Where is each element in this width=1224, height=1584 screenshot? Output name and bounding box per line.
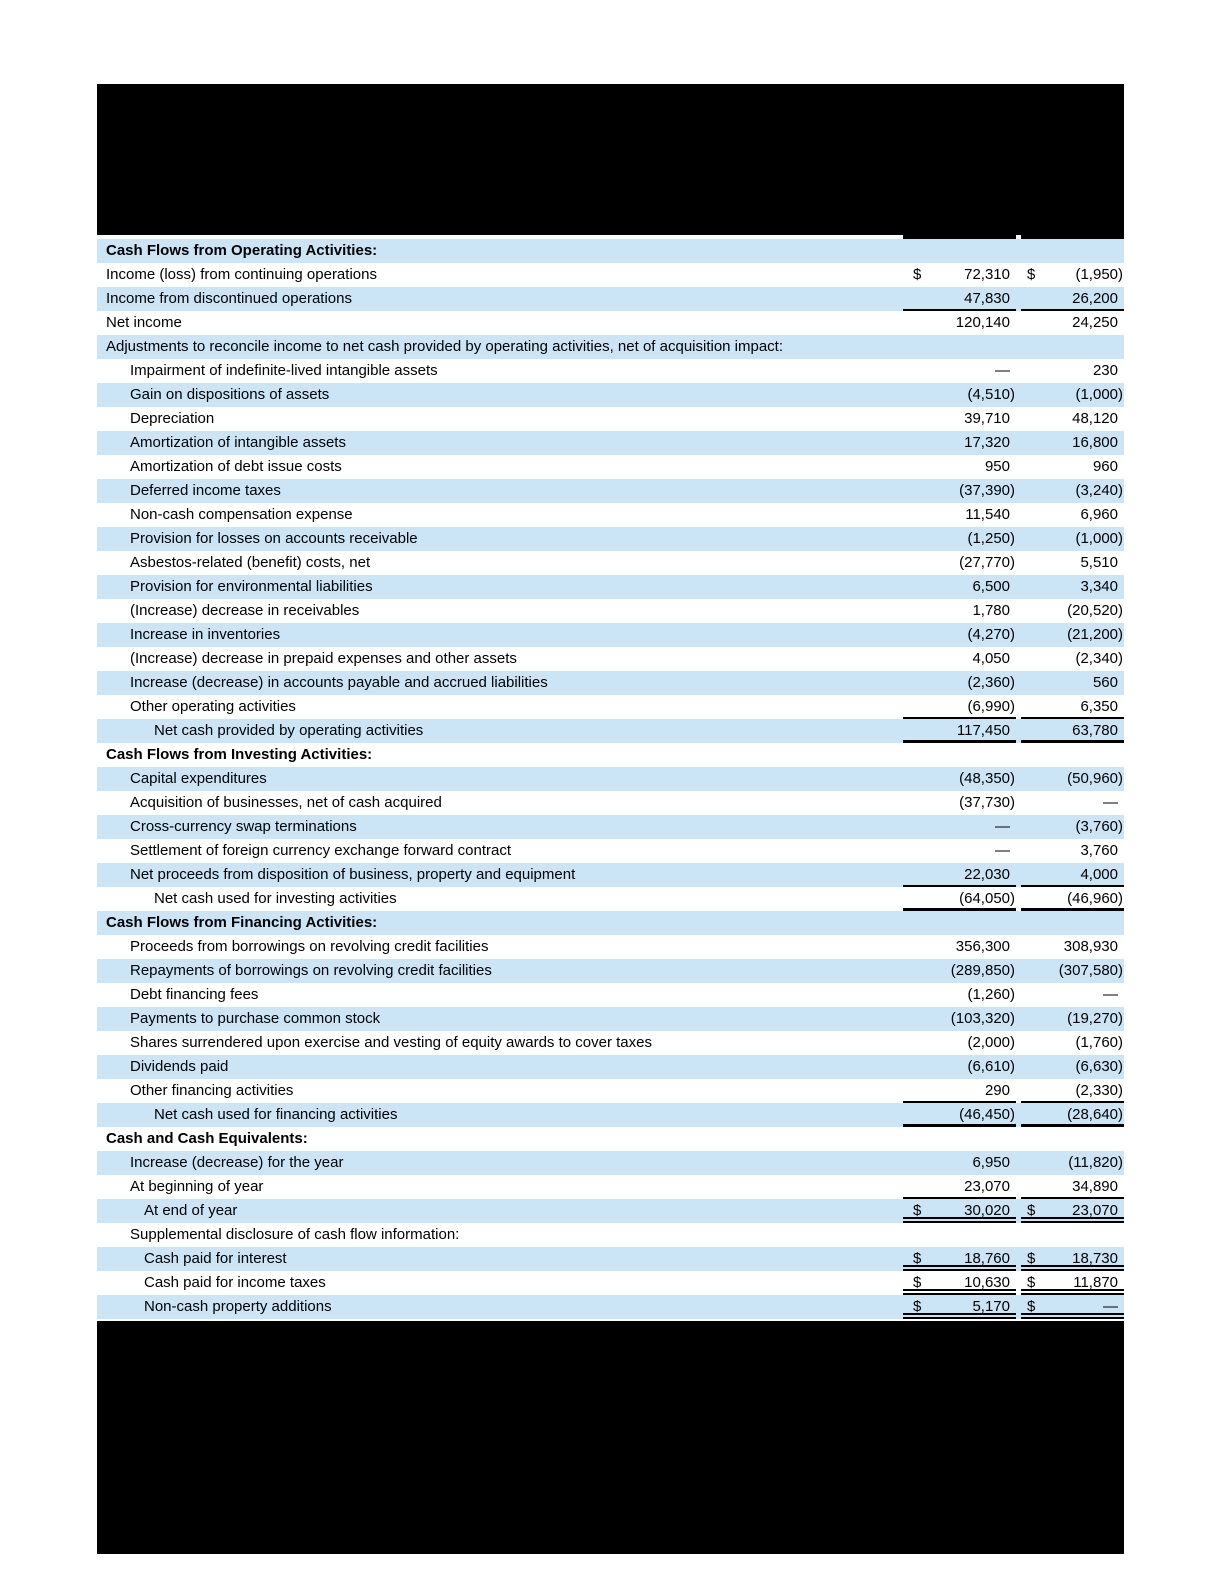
table-row [97, 335, 1124, 359]
cell-value: 6,950 [972, 1154, 1010, 1171]
row-label: Net cash provided by operating activities [154, 722, 424, 739]
table-row [97, 527, 1124, 551]
value-cell-c2 [1021, 1127, 1124, 1151]
table-row [97, 263, 1124, 287]
row-label: Net cash used for investing activities [154, 890, 397, 907]
cell-value: (4,510) [967, 386, 1015, 403]
value-cell-c2 [1021, 479, 1124, 503]
value-cell-c1 [903, 431, 1016, 455]
row-label: At beginning of year [130, 1178, 264, 1195]
value-cell-c2 [1021, 1031, 1124, 1055]
cell-value: (11,820) [1068, 1154, 1123, 1171]
table-row [97, 1127, 1124, 1151]
value-cell-c2 [1021, 359, 1124, 383]
table-row [97, 1151, 1124, 1175]
cell-value: (1,000) [1075, 386, 1123, 403]
cell-value: (1,950) [1075, 266, 1123, 283]
row-label: Provision for environmental liabilities [130, 578, 373, 595]
value-cell-c2 [1021, 671, 1124, 695]
row-label: Amortization of debt issue costs [130, 458, 342, 475]
dollar-sign: $ [913, 1202, 922, 1219]
dollar-sign: $ [913, 266, 922, 283]
cell-value: 72,310 [964, 266, 1010, 283]
table-row [97, 599, 1124, 623]
value-cell-c2 [1021, 887, 1124, 911]
value-cell-c1 [903, 1031, 1016, 1055]
cell-value: 39,710 [964, 410, 1010, 427]
value-cell-c1 [903, 287, 1016, 311]
cell-value: 6,350 [1080, 698, 1118, 715]
row-label: Proceeds from borrowings on revolving credit facilities [130, 938, 489, 955]
value-cell-c1 [903, 911, 1016, 935]
value-cell-c1 [903, 527, 1016, 551]
value-cell-c2 [1021, 383, 1124, 407]
value-cell-c1 [903, 575, 1016, 599]
value-cell-c1 [903, 1247, 1016, 1271]
row-label: Non-cash property additions [144, 1298, 332, 1315]
table-row [97, 239, 1124, 263]
cell-value: 290 [984, 1082, 1010, 1099]
value-cell-c2 [1021, 1151, 1124, 1175]
value-cell-c1 [903, 743, 1016, 767]
value-cell-c1 [903, 695, 1016, 719]
value-cell-c2 [1021, 791, 1124, 815]
table-row [97, 551, 1124, 575]
table-row [97, 1055, 1124, 1079]
cell-value: (37,730) [959, 794, 1015, 811]
value-cell-c1 [903, 503, 1016, 527]
table-row [97, 743, 1124, 767]
value-cell-c1 [903, 1151, 1016, 1175]
dollar-sign: $ [913, 1274, 922, 1291]
value-cell-c1 [903, 623, 1016, 647]
value-cell-c2 [1021, 335, 1124, 359]
cell-value: 48,120 [1072, 410, 1118, 427]
row-label: Cross-currency swap terminations [130, 818, 357, 835]
row-label: Other operating activities [130, 698, 296, 715]
value-cell-c2 [1021, 695, 1124, 719]
value-cell-c2 [1021, 743, 1124, 767]
table-row [97, 887, 1124, 911]
cell-value: 11,870 [1073, 1274, 1118, 1291]
cell-value: 17,320 [964, 434, 1010, 451]
value-cell-c1 [903, 263, 1016, 287]
cell-value: (6,990) [967, 698, 1015, 715]
table-row [97, 623, 1124, 647]
table-row [97, 815, 1124, 839]
value-cell-c1 [903, 767, 1016, 791]
table-row [97, 959, 1124, 983]
value-cell-c1 [903, 455, 1016, 479]
cell-value: (19,270) [1067, 1010, 1123, 1027]
value-cell-c2 [1021, 407, 1124, 431]
row-label: Net cash used for financing activities [154, 1106, 398, 1123]
cell-value: 6,960 [1080, 506, 1118, 523]
value-cell-c2 [1021, 815, 1124, 839]
cell-value: (46,450) [959, 1106, 1015, 1123]
row-label: (Increase) decrease in prepaid expenses and other assets [130, 650, 517, 667]
table-row [97, 1031, 1124, 1055]
value-cell-c1 [903, 839, 1016, 863]
value-cell-c2 [1021, 623, 1124, 647]
value-cell-c1 [903, 935, 1016, 959]
value-cell-c2 [1021, 983, 1124, 1007]
table-row [97, 1175, 1124, 1199]
value-cell-c2 [1021, 311, 1124, 335]
cell-value: 47,830 [964, 290, 1010, 307]
table-row [97, 839, 1124, 863]
value-cell-c2 [1021, 455, 1124, 479]
table-row [97, 1247, 1124, 1271]
cell-value: 23,070 [964, 1178, 1010, 1195]
cell-value: (48,350) [959, 770, 1015, 787]
table-row [97, 383, 1124, 407]
value-cell-c2 [1021, 1199, 1124, 1223]
row-label: Non-cash compensation expense [130, 506, 353, 523]
value-cell-c1 [903, 719, 1016, 743]
table-row [97, 1103, 1124, 1127]
row-label: Cash paid for interest [144, 1250, 287, 1267]
cell-value: 950 [984, 458, 1010, 475]
row-label: Repayments of borrowings on revolving credit facilities [130, 962, 492, 979]
value-cell-c2 [1021, 1223, 1124, 1247]
cell-value: — [1103, 1298, 1118, 1315]
value-cell-c2 [1021, 1247, 1124, 1271]
cell-value: 34,890 [1072, 1178, 1118, 1195]
value-cell-c2 [1021, 959, 1124, 983]
value-cell-c2 [1021, 1295, 1124, 1319]
value-cell-c2 [1021, 1271, 1124, 1295]
cell-value: 4,050 [972, 650, 1010, 667]
table-row [97, 983, 1124, 1007]
row-label: Gain on dispositions of assets [130, 386, 330, 403]
section-header: Cash Flows from Operating Activities: [106, 242, 378, 259]
cell-value: 18,730 [1072, 1250, 1118, 1267]
redaction-block-bottom [97, 1321, 1124, 1554]
cell-value: (50,960) [1067, 770, 1123, 787]
value-cell-c2 [1021, 1079, 1124, 1103]
cell-value: 308,930 [1063, 938, 1118, 955]
row-label: Payments to purchase common stock [130, 1010, 381, 1027]
cell-value: 5,510 [1080, 554, 1118, 571]
cell-value: 4,000 [1080, 866, 1118, 883]
value-cell-c2 [1021, 863, 1124, 887]
cell-value: (6,630) [1075, 1058, 1123, 1075]
row-label: Net proceeds from disposition of business, property and equipment [130, 866, 576, 883]
dollar-sign: $ [1027, 1298, 1036, 1315]
value-cell-c2 [1021, 767, 1124, 791]
table-row [97, 1295, 1124, 1319]
cell-value: (21,200) [1067, 626, 1123, 643]
cell-value: (2,360) [967, 674, 1015, 691]
value-cell-c1 [903, 359, 1016, 383]
table-row [97, 1007, 1124, 1031]
value-cell-c2 [1021, 239, 1124, 263]
row-label: Impairment of indefinite-lived intangible assets [130, 362, 438, 379]
row-label: Income (loss) from continuing operations [106, 266, 377, 283]
dollar-sign: $ [913, 1250, 922, 1267]
section-header: Cash Flows from Financing Activities: [106, 914, 378, 931]
dollar-sign: $ [1027, 1202, 1036, 1219]
value-cell-c1 [903, 1175, 1016, 1199]
cell-value: (20,520) [1067, 602, 1123, 619]
cell-value: (1,260) [967, 986, 1015, 1003]
cell-value: (4,270) [967, 626, 1015, 643]
row-label: Other financing activities [130, 1082, 294, 1099]
cell-value: 16,800 [1072, 434, 1118, 451]
cell-value: 30,020 [964, 1202, 1010, 1219]
cell-value: 10,630 [964, 1274, 1010, 1291]
cell-value: 26,200 [1072, 290, 1118, 307]
row-label: Cash paid for income taxes [144, 1274, 326, 1291]
row-label: Acquisition of businesses, net of cash acquired [130, 794, 442, 811]
table-row [97, 647, 1124, 671]
value-cell-c1 [903, 887, 1016, 911]
row-label: (Increase) decrease in receivables [130, 602, 360, 619]
table-row [97, 911, 1124, 935]
table-row [97, 503, 1124, 527]
row-label: Increase (decrease) for the year [130, 1154, 344, 1171]
value-cell-c1 [903, 791, 1016, 815]
table-row [97, 791, 1124, 815]
value-cell-c2 [1021, 287, 1124, 311]
value-cell-c2 [1021, 647, 1124, 671]
value-cell-c2 [1021, 1103, 1124, 1127]
value-cell-c1 [903, 1271, 1016, 1295]
dollar-sign: $ [1027, 1274, 1036, 1291]
cell-value: (3,240) [1075, 482, 1123, 499]
value-cell-c1 [903, 815, 1016, 839]
value-cell-c2 [1021, 719, 1124, 743]
value-cell-c2 [1021, 599, 1124, 623]
redaction-block-top [97, 84, 1124, 235]
cell-value: 560 [1092, 674, 1118, 691]
cell-value: (103,320) [950, 1010, 1015, 1027]
value-cell-c1 [903, 1055, 1016, 1079]
table-row [97, 671, 1124, 695]
cell-value: 24,250 [1072, 314, 1118, 331]
value-cell-c2 [1021, 527, 1124, 551]
cell-value: 1,780 [972, 602, 1010, 619]
row-label: Asbestos-related (benefit) costs, net [130, 554, 371, 571]
value-cell-c2 [1021, 503, 1124, 527]
cell-value: — [995, 842, 1010, 859]
table-row [97, 287, 1124, 311]
value-cell-c2 [1021, 575, 1124, 599]
value-cell-c1 [903, 1103, 1016, 1127]
table-row [97, 1199, 1124, 1223]
row-label: Dividends paid [130, 1058, 229, 1075]
row-label: Net income [106, 314, 182, 331]
cell-value: (307,580) [1058, 962, 1123, 979]
value-cell-c1 [903, 983, 1016, 1007]
section-header: Cash and Cash Equivalents: [106, 1130, 308, 1147]
row-label: Depreciation [130, 410, 215, 427]
cell-value: (6,610) [967, 1058, 1015, 1075]
value-cell-c1 [903, 239, 1016, 263]
cell-value: (1,000) [1075, 530, 1123, 547]
value-cell-c2 [1021, 1007, 1124, 1031]
cell-value: (1,760) [1075, 1034, 1123, 1051]
row-label: Supplemental disclosure of cash flow information: [130, 1226, 460, 1243]
table-row [97, 719, 1124, 743]
table-row [97, 575, 1124, 599]
row-label: Settlement of foreign currency exchange forward contract [130, 842, 512, 859]
cell-value: 117,450 [956, 722, 1010, 739]
cell-value: (2,340) [1075, 650, 1123, 667]
cell-value: (46,960) [1067, 890, 1123, 907]
table-row [97, 455, 1124, 479]
value-cell-c2 [1021, 935, 1124, 959]
row-label: Debt financing fees [130, 986, 259, 1003]
row-label: Adjustments to reconcile income to net cash provided by operating activities, net of acquisition impact: [106, 338, 784, 355]
row-label: Amortization of intangible assets [130, 434, 346, 451]
value-cell-c2 [1021, 1055, 1124, 1079]
cell-value: 3,760 [1080, 842, 1118, 859]
value-cell-c2 [1021, 431, 1124, 455]
value-cell-c1 [903, 647, 1016, 671]
row-label: Increase (decrease) in accounts payable and accrued liabilities [130, 674, 548, 691]
cell-value: 23,070 [1072, 1202, 1118, 1219]
value-cell-c2 [1021, 911, 1124, 935]
cell-value: (2,000) [967, 1034, 1015, 1051]
value-cell-c2 [1021, 551, 1124, 575]
cell-value: — [995, 362, 1010, 379]
table-row [97, 407, 1124, 431]
cell-value: 960 [1092, 458, 1118, 475]
row-label: Income from discontinued operations [106, 290, 352, 307]
cell-value: (37,390) [959, 482, 1015, 499]
cell-value: (64,050) [959, 890, 1015, 907]
table-row [97, 431, 1124, 455]
table-row [97, 479, 1124, 503]
cell-value: 356,300 [955, 938, 1010, 955]
cell-value: 120,140 [955, 314, 1010, 331]
table-row [97, 1271, 1124, 1295]
row-label: Deferred income taxes [130, 482, 281, 499]
table-row [97, 311, 1124, 335]
value-cell-c1 [903, 1223, 1016, 1247]
value-cell-c1 [903, 551, 1016, 575]
value-cell-c1 [903, 407, 1016, 431]
value-cell-c1 [903, 1127, 1016, 1151]
cell-value: 18,760 [964, 1250, 1010, 1267]
cell-value: — [995, 818, 1010, 835]
cash-flow-table [97, 239, 1124, 1319]
cell-value: — [1103, 794, 1118, 811]
value-cell-c1 [903, 383, 1016, 407]
cell-value: 22,030 [964, 866, 1010, 883]
value-cell-c1 [903, 335, 1016, 359]
cell-value: 3,340 [1080, 578, 1118, 595]
cell-value: (3,760) [1075, 818, 1123, 835]
value-cell-c2 [1021, 263, 1124, 287]
cell-value: 63,780 [1072, 722, 1118, 739]
value-cell-c1 [903, 1295, 1016, 1319]
row-label: Shares surrendered upon exercise and vesting of equity awards to cover taxes [130, 1034, 652, 1051]
cell-value: 230 [1092, 362, 1118, 379]
table-row [97, 767, 1124, 791]
table-row [97, 1079, 1124, 1103]
row-label: Capital expenditures [130, 770, 267, 787]
value-cell-c1 [903, 671, 1016, 695]
dollar-sign: $ [913, 1298, 922, 1315]
value-cell-c1 [903, 599, 1016, 623]
cell-value: 6,500 [972, 578, 1010, 595]
dollar-sign: $ [1027, 266, 1036, 283]
cell-value: (1,250) [967, 530, 1015, 547]
value-cell-c1 [903, 1199, 1016, 1223]
table-row [97, 863, 1124, 887]
section-header: Cash Flows from Investing Activities: [106, 746, 373, 763]
table-row [97, 1223, 1124, 1247]
value-cell-c1 [903, 1007, 1016, 1031]
cell-value: (2,330) [1075, 1082, 1123, 1099]
cell-value: 5,170 [972, 1298, 1010, 1315]
value-cell-c1 [903, 1079, 1016, 1103]
row-label: Provision for losses on accounts receivable [130, 530, 418, 547]
value-cell-c1 [903, 959, 1016, 983]
value-cell-c1 [903, 479, 1016, 503]
table-row [97, 695, 1124, 719]
cell-value: 11,540 [965, 506, 1010, 523]
table-row [97, 935, 1124, 959]
row-label: At end of year [144, 1202, 238, 1219]
cell-value: (27,770) [959, 554, 1015, 571]
cell-value: (289,850) [950, 962, 1015, 979]
table-row [97, 359, 1124, 383]
value-cell-c2 [1021, 1175, 1124, 1199]
cell-value: — [1103, 986, 1118, 1003]
row-label: Increase in inventories [130, 626, 281, 643]
dollar-sign: $ [1027, 1250, 1036, 1267]
value-cell-c1 [903, 311, 1016, 335]
value-cell-c1 [903, 863, 1016, 887]
cell-value: (28,640) [1067, 1106, 1123, 1123]
value-cell-c2 [1021, 839, 1124, 863]
